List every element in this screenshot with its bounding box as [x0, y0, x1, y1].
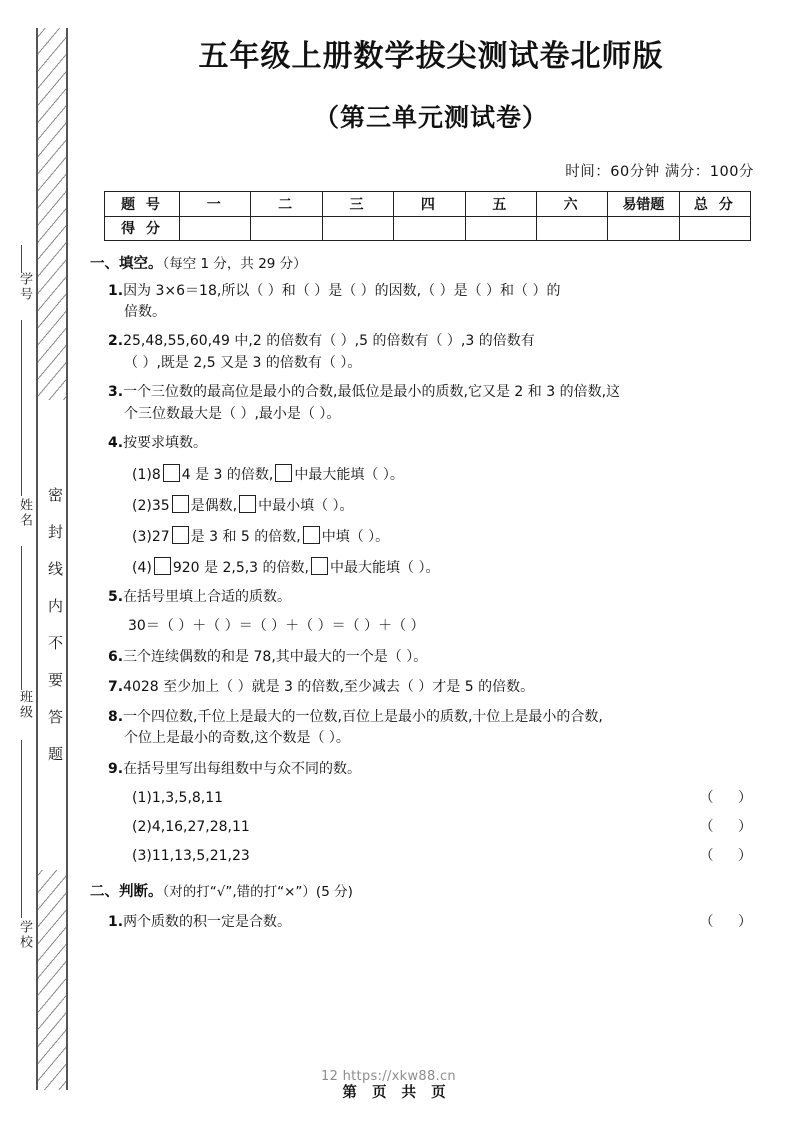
section-heading-true-false	[90, 880, 776, 901]
question-1-4-sub-2	[132, 495, 776, 517]
score-cell-5[interactable]	[465, 216, 536, 240]
question-1-7-text: 4028 至少加上（ ）就是 3 的倍数,至少减去（ ）才是 5 的倍数。	[123, 678, 535, 695]
field-rule-class-top	[21, 664, 22, 690]
score-table-col-5: 五	[465, 191, 536, 216]
question-1-8	[108, 707, 776, 728]
question-2-1-text: 两个质数的积一定是合数。	[123, 914, 292, 931]
question-2-1	[108, 912, 776, 933]
answer-box-icon[interactable]	[172, 495, 189, 513]
question-1-5-text: 在括号里填上合适的质数。	[123, 588, 292, 605]
question-1-2	[108, 331, 776, 352]
field-rule-class-bottom	[21, 740, 22, 858]
score-table-rowhead-score: 得 分	[105, 216, 180, 240]
answer-box-icon[interactable]	[172, 526, 189, 544]
question-1-9-text: 在括号里写出每组数中与众不同的数。	[123, 761, 362, 778]
question-1-3-line2: 个三位数最大是（ ）,最小是（ ）。	[124, 405, 341, 422]
field-label-class: 班级	[17, 690, 32, 720]
score-cell-4[interactable]	[394, 216, 465, 240]
sub-2-post: 中最小填（ ）。	[258, 497, 354, 514]
question-1-4-text: 按要求填数。	[123, 435, 208, 452]
question-1-2-number: 2.	[108, 333, 124, 350]
score-cell-6[interactable]	[536, 216, 607, 240]
sub-2-pre: (2)35	[132, 497, 170, 514]
question-1-9-item-1	[132, 788, 776, 809]
field-rule-school-top	[21, 856, 22, 918]
answer-paren[interactable]: （ ）	[699, 819, 762, 836]
question-1-9-number: 9.	[108, 761, 124, 778]
sub-3-pre: (3)27	[132, 528, 170, 545]
question-1-3	[108, 382, 776, 403]
score-table-col-1: 一	[180, 191, 251, 216]
exam-page-content	[86, 0, 776, 1122]
question-1-4-number: 4.	[108, 435, 124, 452]
question-1-2-line2: （ ）,既是 2,5 又是 3 的倍数有（ ）。	[124, 354, 362, 371]
question-1-4-sub-4	[132, 557, 776, 579]
score-cell-2[interactable]	[251, 216, 322, 240]
question-1-1-line2: 倍数。	[124, 303, 166, 320]
exam-meta: 时间：60分钟 满分：100分	[565, 163, 754, 180]
page-title: 五年级上册数学拔尖测试卷北师版	[198, 39, 664, 74]
section-heading-fill-in-blank	[90, 252, 776, 273]
seal-vertical-text: 密封线内不要答题	[38, 400, 66, 870]
section-2-title: 二、判断。	[90, 884, 163, 901]
question-1-7-number: 7.	[108, 678, 124, 695]
answer-paren[interactable]: （ ）	[699, 914, 762, 931]
score-table-col-6: 六	[536, 191, 607, 216]
field-label-student-id: 学号	[17, 272, 32, 302]
watermark-text: 12 https://xkw88.cn	[321, 1069, 456, 1084]
sub-4-pre: (4)	[132, 559, 152, 576]
field-rule-student-id-bottom	[21, 320, 22, 430]
score-cell-total[interactable]	[679, 216, 750, 240]
score-cell-common-mistakes[interactable]	[608, 216, 679, 240]
question-1-8-line2: 个位上是最小的奇数,这个数是（ ）。	[124, 730, 350, 747]
question-1-9-item-3	[132, 846, 776, 867]
field-rule-name-bottom	[21, 546, 22, 666]
question-1-3-number: 3.	[108, 384, 124, 401]
sub-1-post: 中最大能填（ ）。	[294, 466, 404, 483]
score-table-col-total: 总 分	[679, 191, 750, 216]
sub-2-mid: 是偶数,	[190, 497, 238, 514]
answer-box-icon[interactable]	[154, 557, 171, 575]
sub-1-mid: 4 是 3 的倍数,	[181, 466, 274, 483]
question-1-4-sub-3	[132, 526, 776, 548]
answer-box-icon[interactable]	[275, 464, 292, 482]
question-1-8-number: 8.	[108, 709, 124, 726]
score-table-col-3: 三	[322, 191, 393, 216]
score-cell-3[interactable]	[322, 216, 393, 240]
score-table-col-2: 二	[251, 191, 322, 216]
question-1-5	[108, 587, 776, 608]
answer-box-icon[interactable]	[303, 526, 320, 544]
page-number-footer: 第 页 共 页	[342, 1085, 451, 1101]
score-table-rowhead-number: 题 号	[105, 191, 180, 216]
field-label-school: 学校	[17, 920, 32, 950]
question-2-1-number: 1.	[108, 914, 124, 931]
answer-paren[interactable]: （ ）	[699, 848, 762, 865]
question-1-9-item-2	[132, 817, 776, 838]
question-1-1	[108, 281, 776, 302]
question-1-1-number: 1.	[108, 282, 124, 299]
sub-3-mid: 是 3 和 5 的倍数,	[190, 528, 301, 545]
section-1-points: （每空 1 分，共 29 分）	[162, 255, 307, 272]
field-rule-student-id-top	[21, 245, 22, 273]
score-table	[104, 191, 751, 241]
sub-4-post: 中最大能填（ ）。	[330, 559, 440, 576]
question-1-2-text: 25,48,55,60,49 中,2 的倍数有（ ）,5 的倍数有（ ）,3 的倍数有	[123, 333, 535, 350]
question-1-5-line2: 30＝（ ）＋（ ）＝（ ）＋（ ）＝（ ）＋（ ）	[128, 617, 425, 634]
answer-box-icon[interactable]	[239, 495, 256, 513]
question-1-6	[108, 647, 776, 668]
question-1-4-sub-1	[132, 464, 776, 486]
question-1-8-text: 一个四位数,千位上是最大的一位数,百位上是最小的质数,十位上是最小的合数,	[123, 709, 603, 726]
field-label-name: 姓名	[17, 498, 32, 528]
question-1-4	[108, 433, 776, 454]
item-1-text: (1)1,3,5,8,11	[132, 790, 224, 807]
question-1-7	[108, 677, 776, 698]
sub-4-mid: 920 是 2,5,3 的倍数,	[172, 559, 309, 576]
field-rule-name-top	[21, 428, 22, 496]
sub-3-post: 中填（ ）。	[321, 528, 390, 545]
section-1-title: 一、填空。	[90, 255, 163, 272]
section-2-points: （对的打“√”,错的打“×”）(5 分)	[162, 884, 353, 901]
table-row-scores	[105, 216, 751, 240]
answer-paren[interactable]: （ ）	[699, 790, 762, 807]
page-footer-area	[0, 1069, 793, 1102]
question-1-5-number: 5.	[108, 588, 124, 605]
question-1-6-number: 6.	[108, 648, 124, 665]
score-cell-1[interactable]	[180, 216, 251, 240]
question-1-6-text: 三个连续偶数的和是 78,其中最大的一个是（ ）。	[123, 648, 428, 665]
question-1-3-text: 一个三位数的最高位是最小的合数,最低位是最小的质数,它又是 2 和 3 的倍数,这	[123, 384, 621, 401]
score-table-col-common-mistakes: 易错题	[608, 191, 679, 216]
answer-box-icon[interactable]	[311, 557, 328, 575]
page-subtitle: （第三单元测试卷）	[313, 102, 548, 132]
answer-box-icon[interactable]	[163, 464, 180, 482]
item-3-text: (3)11,13,5,21,23	[132, 848, 250, 865]
item-2-text: (2)4,16,27,28,11	[132, 819, 250, 836]
sub-1-pre: (1)8	[132, 466, 161, 483]
score-table-col-4: 四	[394, 191, 465, 216]
question-1-9	[108, 759, 776, 780]
question-1-1-text: 因为 3×6＝18,所以（ ）和（ ）是（ ）的因数,（ ）是（ ）和（ ）的	[123, 282, 561, 299]
table-row-header	[105, 191, 751, 216]
